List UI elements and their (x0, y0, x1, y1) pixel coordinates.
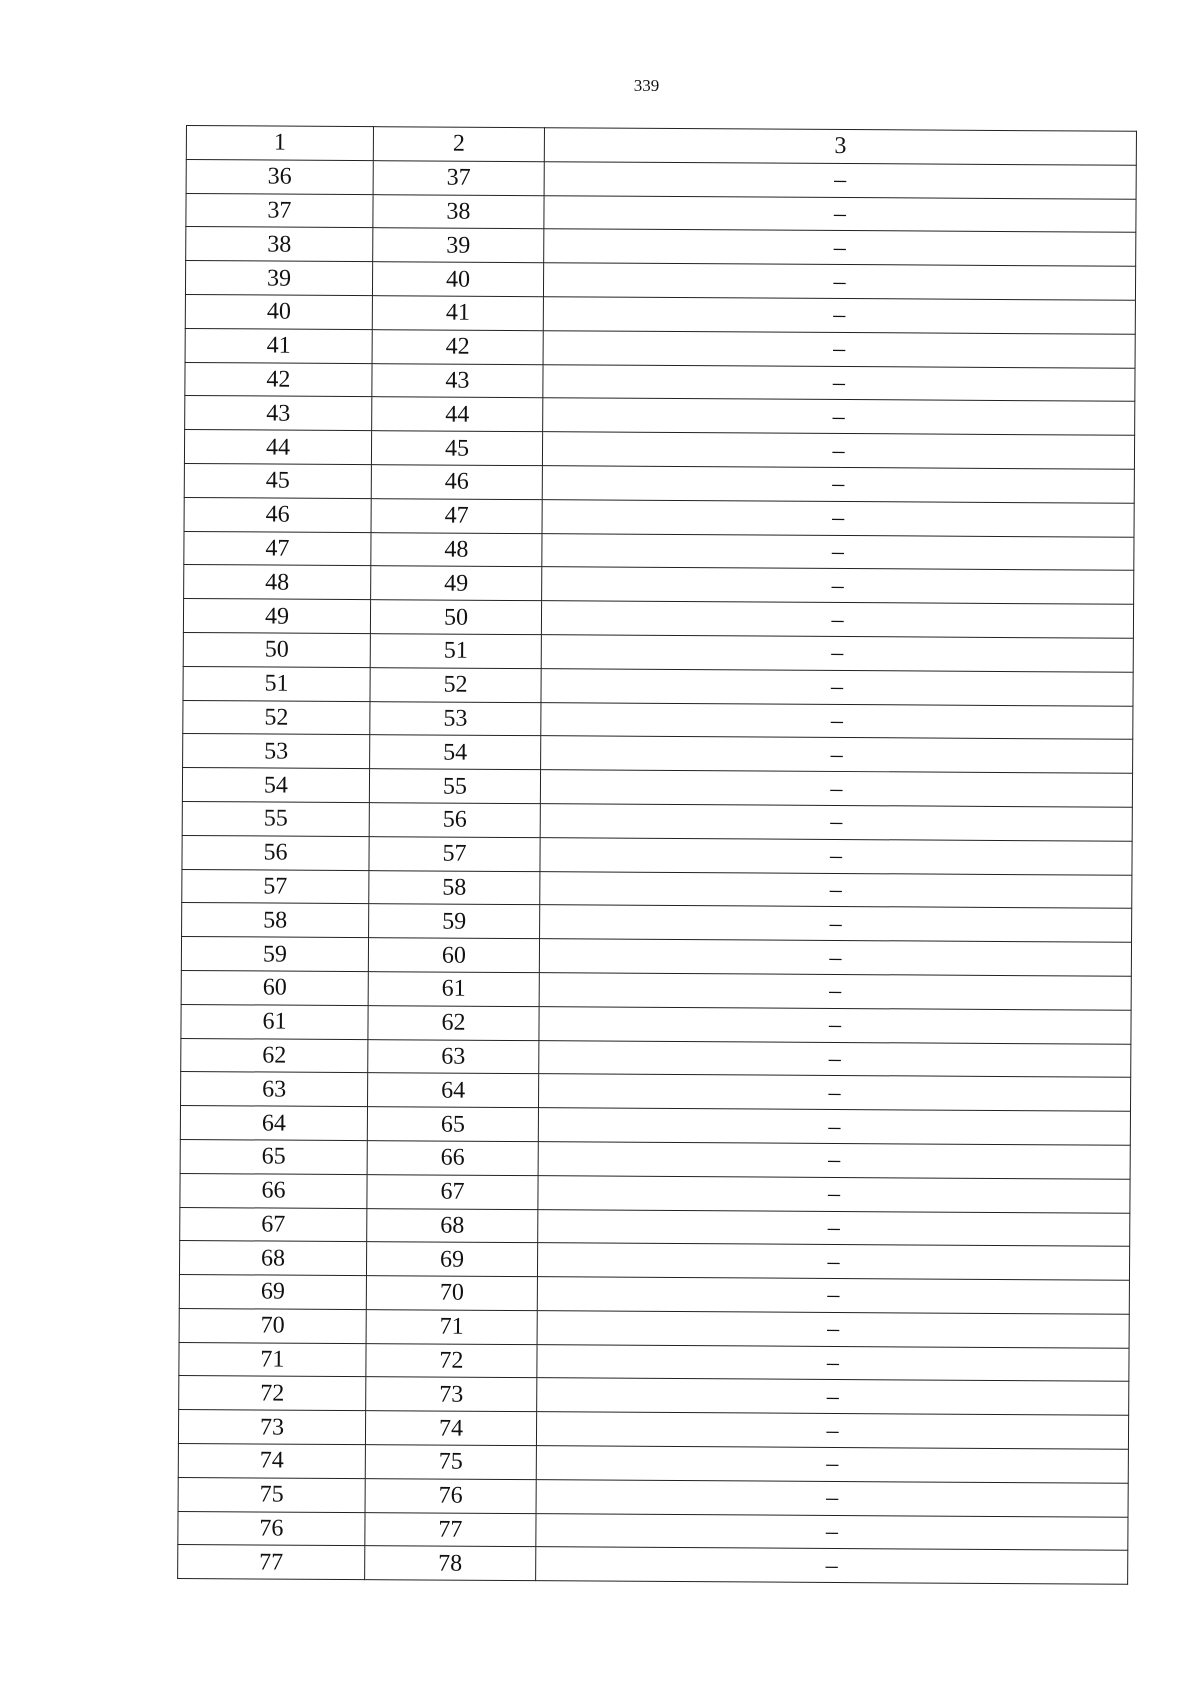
table-cell: – (539, 1074, 1131, 1111)
table-cell: 61 (368, 972, 539, 1007)
table-row (185, 294, 1135, 334)
table-cell: 55 (182, 801, 369, 836)
table-cell: 58 (369, 870, 540, 905)
table-cell: 41 (372, 296, 543, 331)
table-cell: 50 (183, 632, 370, 667)
table-row (183, 700, 1133, 740)
table-cell: – (542, 466, 1134, 503)
table-cell: 76 (178, 1511, 365, 1546)
table-cell: 55 (369, 769, 540, 804)
table-cell: 44 (184, 430, 371, 465)
table-cell: 38 (373, 194, 544, 229)
table-row (186, 159, 1136, 199)
table-cell: – (540, 804, 1132, 841)
table-cell: 43 (185, 396, 372, 431)
table-row (178, 1410, 1128, 1450)
table-cell: – (538, 1175, 1130, 1212)
table-cell: 60 (181, 970, 368, 1005)
table-cell: 53 (183, 734, 370, 769)
table-row (180, 1106, 1130, 1146)
table-cell: – (543, 398, 1135, 435)
table-cell: 38 (186, 227, 373, 262)
table-cell: 54 (370, 735, 541, 770)
table-row (179, 1376, 1129, 1416)
table-cell: – (544, 229, 1136, 266)
table-cell: 37 (186, 193, 373, 228)
table-row (182, 903, 1132, 943)
table-row (179, 1275, 1129, 1315)
table-cell: 36 (186, 159, 373, 194)
table-cell: 37 (373, 160, 544, 195)
table-cell: 44 (372, 397, 543, 432)
table-row (183, 734, 1133, 774)
table-cell: 65 (180, 1139, 367, 1174)
table-cell: – (536, 1412, 1128, 1449)
table-cell: – (539, 973, 1131, 1010)
table-row (182, 801, 1132, 841)
table-cell: – (543, 297, 1135, 334)
table-cell: – (539, 1040, 1131, 1077)
table-cell: – (538, 1209, 1130, 1246)
table-row (184, 497, 1134, 537)
table-body (178, 159, 1137, 1584)
table-cell: 69 (179, 1275, 366, 1310)
table-cell: – (540, 871, 1132, 908)
table-cell: – (544, 195, 1136, 232)
table-cell: 74 (365, 1411, 536, 1446)
table-cell: 51 (370, 634, 541, 669)
table-cell: 75 (365, 1445, 536, 1480)
table-cell: – (538, 1142, 1130, 1179)
table-row (186, 227, 1136, 267)
table-row (182, 869, 1132, 909)
table-cell: – (537, 1378, 1129, 1415)
table-cell: 57 (369, 836, 540, 871)
table-row (184, 531, 1134, 571)
table-row (180, 1173, 1130, 1213)
table-row (178, 1545, 1128, 1585)
data-table (177, 125, 1137, 1585)
table-cell: 77 (178, 1545, 365, 1580)
table-cell: – (541, 668, 1133, 705)
table-cell: 49 (371, 566, 542, 601)
table-cell: 59 (369, 904, 540, 939)
table-cell: – (536, 1480, 1128, 1517)
table-row (185, 261, 1135, 301)
table-cell: – (539, 1006, 1131, 1043)
table-cell: – (538, 1108, 1130, 1145)
table-cell: 40 (372, 262, 543, 297)
table-cell: 50 (370, 600, 541, 635)
table-cell: – (540, 770, 1132, 807)
table-cell: 41 (185, 328, 372, 363)
table-row (179, 1241, 1129, 1281)
table-cell: 52 (370, 667, 541, 702)
table-cell: 70 (179, 1308, 366, 1343)
table-cell: – (537, 1243, 1129, 1280)
table-cell: 75 (178, 1477, 365, 1512)
table-cell: – (542, 432, 1134, 469)
table-cell: 73 (178, 1410, 365, 1445)
table-cell: 42 (372, 329, 543, 364)
table-cell: 40 (185, 294, 372, 329)
table-cell: 48 (371, 532, 542, 567)
table-cell: 46 (184, 497, 371, 532)
table-cell: 42 (185, 362, 372, 397)
table-cell: 69 (366, 1242, 537, 1277)
table-cell: – (541, 635, 1133, 672)
table-cell: 39 (185, 261, 372, 296)
table-cell: 47 (371, 498, 542, 533)
table-header (186, 126, 1136, 166)
table-cell: – (541, 702, 1133, 739)
table-cell: 51 (183, 666, 370, 701)
table-row (185, 396, 1135, 436)
table-cell: 62 (368, 1005, 539, 1040)
column-header: 2 (373, 127, 544, 162)
table-cell: 65 (367, 1107, 538, 1142)
table-cell: 58 (182, 903, 369, 938)
table-cell: 61 (181, 1004, 368, 1039)
table-row (180, 1207, 1130, 1247)
table-cell: 62 (181, 1038, 368, 1073)
table-cell: – (540, 905, 1132, 942)
table-cell: – (541, 601, 1133, 638)
table-cell: – (536, 1547, 1128, 1584)
table-cell: 48 (184, 565, 371, 600)
table-row (185, 328, 1135, 368)
table-cell: 45 (184, 463, 371, 498)
table-cell: 78 (365, 1546, 536, 1581)
column-header: 1 (186, 126, 373, 161)
table-cell: – (542, 533, 1134, 570)
table-cell: 67 (367, 1174, 538, 1209)
table-cell: 66 (180, 1173, 367, 1208)
table-cell: – (542, 499, 1134, 536)
table-cell: 39 (373, 228, 544, 263)
table-cell: 70 (366, 1276, 537, 1311)
table-row (179, 1342, 1129, 1382)
table-cell: – (536, 1446, 1128, 1483)
table-cell: 47 (184, 531, 371, 566)
table-cell: 67 (180, 1207, 367, 1242)
table-cell: 71 (179, 1342, 366, 1377)
table-cell: 56 (182, 835, 369, 870)
table-cell: 46 (371, 465, 542, 500)
table-row (180, 1139, 1130, 1179)
table-cell: – (544, 161, 1136, 198)
table-row (182, 835, 1132, 875)
table-row (181, 970, 1131, 1010)
table-cell: 68 (179, 1241, 366, 1276)
page-number: 339 (633, 76, 660, 95)
table-row (186, 193, 1136, 233)
table-cell: 60 (368, 938, 539, 973)
table-row (184, 430, 1134, 470)
table-cell: 72 (179, 1376, 366, 1411)
table-row (181, 1038, 1131, 1078)
table-row (178, 1477, 1128, 1517)
table-cell: – (537, 1277, 1129, 1314)
table-row (183, 632, 1133, 672)
table-row (184, 565, 1134, 605)
table-cell: 71 (366, 1310, 537, 1345)
table-row (178, 1511, 1128, 1551)
table-cell: 77 (365, 1512, 536, 1547)
table-cell: 54 (182, 768, 369, 803)
table-row (181, 1004, 1131, 1044)
table-cell: 57 (182, 869, 369, 904)
table-cell: 68 (367, 1208, 538, 1243)
table-cell: 63 (368, 1039, 539, 1074)
table-cell: – (543, 263, 1135, 300)
table-row (184, 463, 1134, 503)
table-cell: 59 (181, 937, 368, 972)
table-row (183, 599, 1133, 639)
table-cell: – (537, 1344, 1129, 1381)
table-cell: 43 (372, 363, 543, 398)
table-cell: – (542, 567, 1134, 604)
table-cell: – (537, 1311, 1129, 1348)
table-cell: 63 (181, 1072, 368, 1107)
table-cell: – (540, 837, 1132, 874)
table-row (182, 768, 1132, 808)
table-row (179, 1308, 1129, 1348)
header-row (186, 126, 1136, 166)
table-cell: 49 (183, 599, 370, 634)
table-cell: – (543, 330, 1135, 367)
table-cell: 73 (366, 1377, 537, 1412)
table-cell: 76 (365, 1478, 536, 1513)
table-row (181, 937, 1131, 977)
table-cell: – (539, 939, 1131, 976)
table-cell: 64 (368, 1073, 539, 1108)
table-row (183, 666, 1133, 706)
table-cell: 64 (180, 1106, 367, 1141)
table-cell: 45 (371, 431, 542, 466)
table-cell: 53 (370, 701, 541, 736)
table-cell: – (536, 1513, 1128, 1550)
table-cell: 74 (178, 1444, 365, 1479)
table-row (181, 1072, 1131, 1112)
table-cell: – (543, 364, 1135, 401)
table-cell: 66 (367, 1141, 538, 1176)
table-cell: 56 (369, 803, 540, 838)
table-row (178, 1444, 1128, 1484)
table-cell: – (541, 736, 1133, 773)
table-row (185, 362, 1135, 402)
table-cell: 52 (183, 700, 370, 735)
column-header: 3 (544, 128, 1136, 165)
table-cell: 72 (366, 1343, 537, 1378)
